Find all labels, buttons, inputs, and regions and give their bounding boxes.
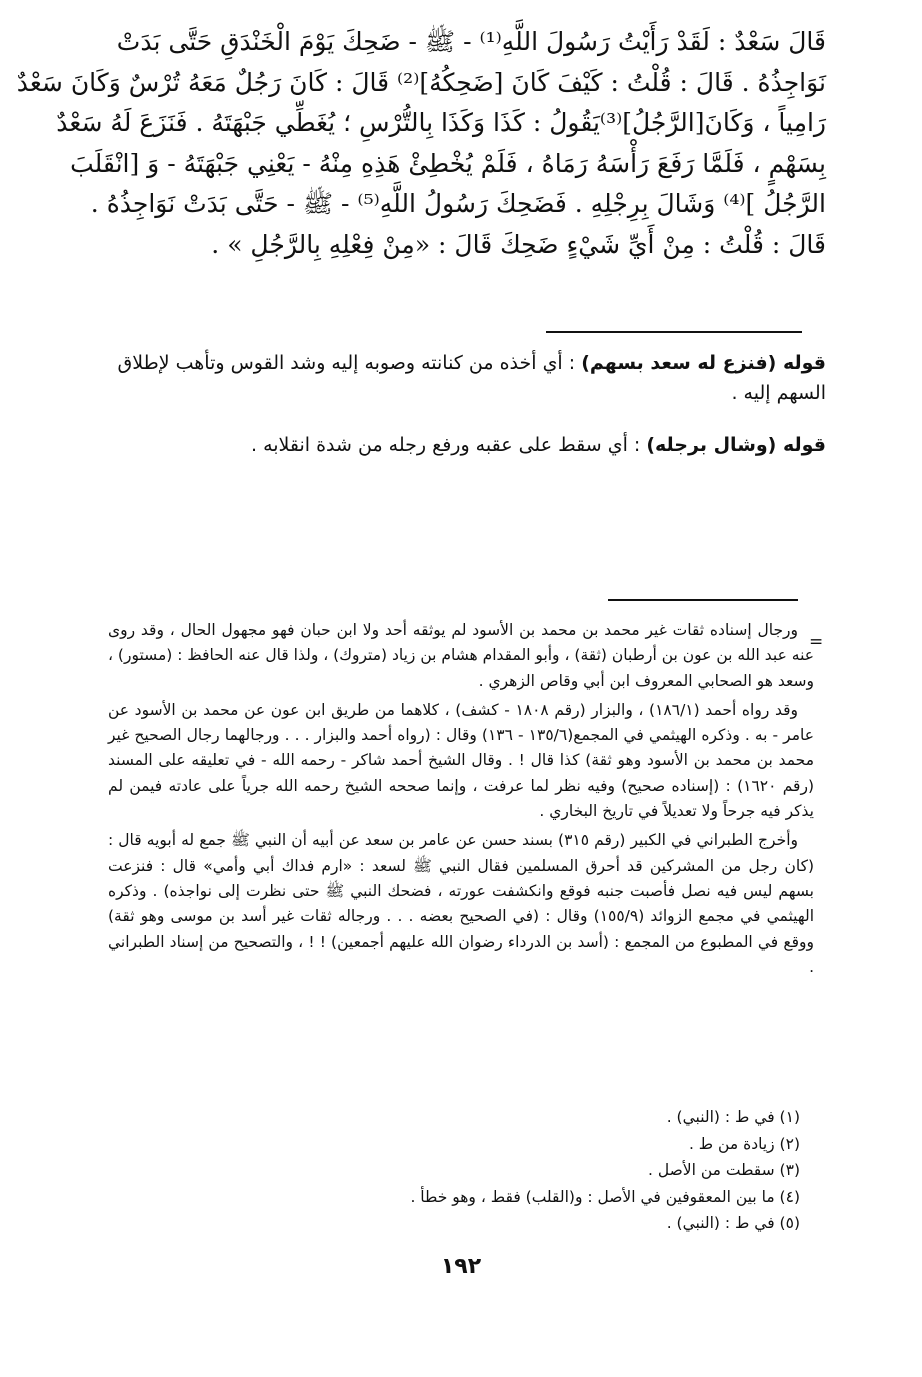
note-item: (٤) ما بين المعقوفين في الأصل : و(القلب) فقط ، وهو خطأ . xyxy=(410,1187,800,1206)
gloss-explanation: : أي أخذه من كنانته وصوبه إليه وشد القوس وتأهب لإطلاق xyxy=(117,352,582,374)
hadith-line-5: الرَّجُلُ ]⁽⁴⁾ وَشَالَ بِرِجْلِهِ . فَضَحِكَ رَسُولُ اللَّهِ⁽⁵⁾ - ﷺ - حَتَّى بَدَتْ نَوَاجِذُهُ . xyxy=(90,189,826,218)
note-item: (٣) سقطت من الأصل . xyxy=(648,1161,800,1179)
footnote-paragraph: ورجال إسناده ثقات غير محمد بن محمد بن الأسود لم يوثقه أحد ولا ابن حبان فهو مجهول الحال ، وقد روى عنه عبد الله بن عون بن أرطبان (ثقة) ، وأبو المقدام هشام بن زياد (متروك) ، ولذا قال عنه الحافظ : (مستور) ، وسعد هو الصحابي المعروف ابن أبي وقاص الزهري . xyxy=(107,621,814,690)
hadith-line-3: رَامِياً ، وَكَانَ[الرَّجُلُ]⁽³⁾يَقُولُ : كَذَا وَكَذَا بِالتُّرْسِ ؛ يُغَطِّي جَبْهَتَهُ . فَنَزَعَ لَهُ سَعْدٌ xyxy=(56,108,826,137)
gloss-entry xyxy=(96,430,826,460)
continuation-mark: = xyxy=(809,632,824,652)
numbered-notes xyxy=(160,1104,800,1237)
footnote-paragraph: وأخرج الطبراني في الكبير (رقم ٣١٥) بسند حسن عن عامر بن سعد عن أبيه أن النبي ﷺ جمع له أبويه قال : (كان رجل من المشركين قد أحرق المسلمين فقال النبي ﷺ لسعد : «ارم فداك أبي وأمي» قال : فنزعت بسهم ليس فيه نصل فأصبت جنبه فوقع وانكشفت عورته ، فضحك النبي ﷺ حتى نظرت إلى نواجذه) . وذكره الهيثمي في مجمع الزوائد (١٥٥/٩) وقال : (في الصحيح بعضه . . . ورجاله ثقات غير أسد بن موسى وهو ثقة) ووقع في المطبوع من المجمع : (أسد بن الدرداء رضوان الله عليهم أجمعين) ! ! ، والتصحيح من إسناد الطبراني . xyxy=(108,831,814,976)
hadith-line-6: قَالَ : قُلْتُ : مِنْ أَيِّ شَيْءٍ ضَحِكَ قَالَ : «مِنْ فِعْلِهِ بِالرَّجُلِ » . xyxy=(211,229,826,259)
footnote-commentary xyxy=(108,618,814,984)
note-item: (٢) زيادة من ط . xyxy=(688,1134,800,1153)
hadith-text xyxy=(16,22,826,265)
footnote-divider xyxy=(608,599,798,601)
hadith-line-2: نَوَاجِذُهُ . قَالَ : قُلْتُ : كَيْفَ كَانَ [ضَحِكُهُ]⁽²⁾ قَالَ : كَانَ رَجُلٌ مَعَهُ تُرْسٌ وَكَانَ سَعْدٌ xyxy=(16,67,826,97)
gloss-divider xyxy=(546,331,802,333)
gloss-term: قوله (فنزع له سعد بسهم) xyxy=(581,352,826,374)
gloss-explanation: : أي سقط على عقبه ورفع رجله من شدة انقلابه . xyxy=(250,434,647,456)
gloss-term: قوله (وشال برجله) xyxy=(646,434,826,456)
note-item: (٥) في ط : (النبي) . xyxy=(666,1214,800,1232)
gloss-explanation-continued: السهم إليه . xyxy=(731,382,826,404)
footnote-paragraph: وقد رواه أحمد (١٨٦/١) ، والبزار (رقم ١٨٠٨ - كشف) ، كلاهما من طريق ابن عون عن محمد بن الأسود عن عامر - به . وذكره الهيثمي في المجمع(١٣٥/٦ - ١٣٦) وقال : (رواه أحمد والبزار . . . ورجالهما رجال الصحيح غير محمد بن محمد بن الأسود وهو ثقة) كذا قال ! . وقال الشيخ أحمد شاكر - رحمه الله - في تعليقه على المسند (رقم ١٦٢٠) : (إسناده صحيح) وفيه نظر لما عرفت ، وإنما صححه الشيخ رحمه الله جرياً على عادته فيمن لم يذكر فيه جرحاً ولا تعديلاً في تاريخ البخاري . xyxy=(108,700,815,821)
gloss-entry xyxy=(96,348,826,408)
note-item: (١) في ط : (النبي) . xyxy=(666,1108,800,1126)
hadith-line-1: قَالَ سَعْدٌ : لَقَدْ رَأَيْتُ رَسُولَ اللَّهِ⁽¹⁾ - ﷺ - ضَحِكَ يَوْمَ الْخَنْدَقِ حَتَّى بَدَتْ xyxy=(116,27,826,56)
hadith-line-4: بِسَهْمٍ ، فَلَمَّا رَفَعَ رَأْسَهُ رَمَاهُ ، فَلَمْ يُخْطِئْ هَذِهِ مِنْهُ - يَعْنِي جَبْهَتَهُ - وَ [انْقَلَبَ xyxy=(70,148,826,178)
page-number: ١٩٢ xyxy=(440,1254,482,1279)
